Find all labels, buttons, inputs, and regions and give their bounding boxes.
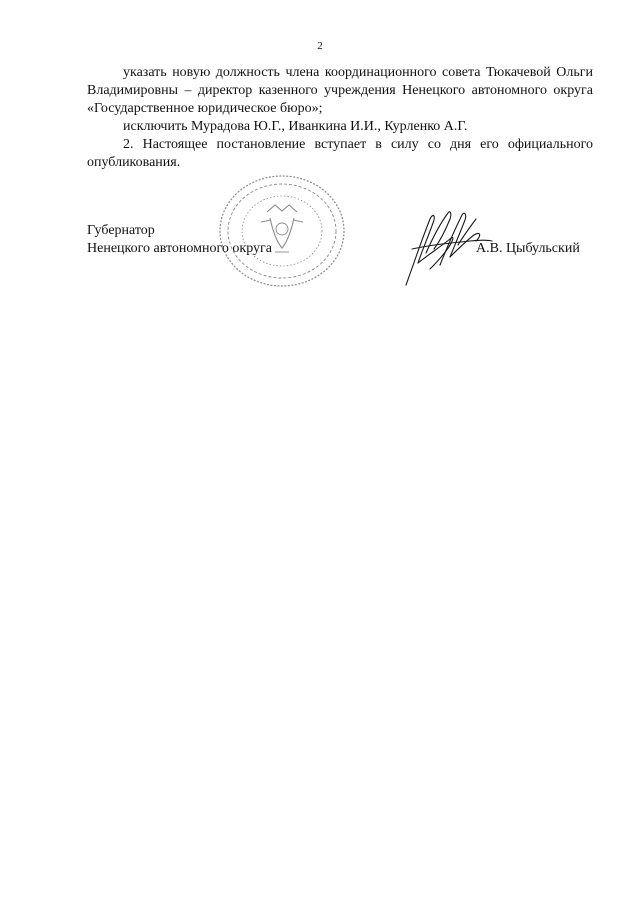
signature-block (87, 222, 272, 258)
document-body (87, 64, 593, 172)
position-line-governor: Губернатор (87, 223, 155, 238)
position-line-district: Ненецкого автономного округа (87, 241, 272, 256)
paragraph-new-position: указать новую должность члена координационного совета Тюкачевой Ольги Владимировны – директор казенного учреждения Ненецкого автономного округа «Государственное юридическое бюро»; (87, 65, 593, 116)
page-number: 2 (317, 40, 323, 52)
paragraph-effective-date: 2. Настоящее постановление вступает в силу со дня его официального опубликования. (87, 137, 593, 170)
paragraph-exclude-members: исключить Мурадова Ю.Г., Иванкина И.И., Курленко А.Г. (123, 119, 468, 134)
signer-name: А.В. Цыбульский (476, 241, 580, 256)
